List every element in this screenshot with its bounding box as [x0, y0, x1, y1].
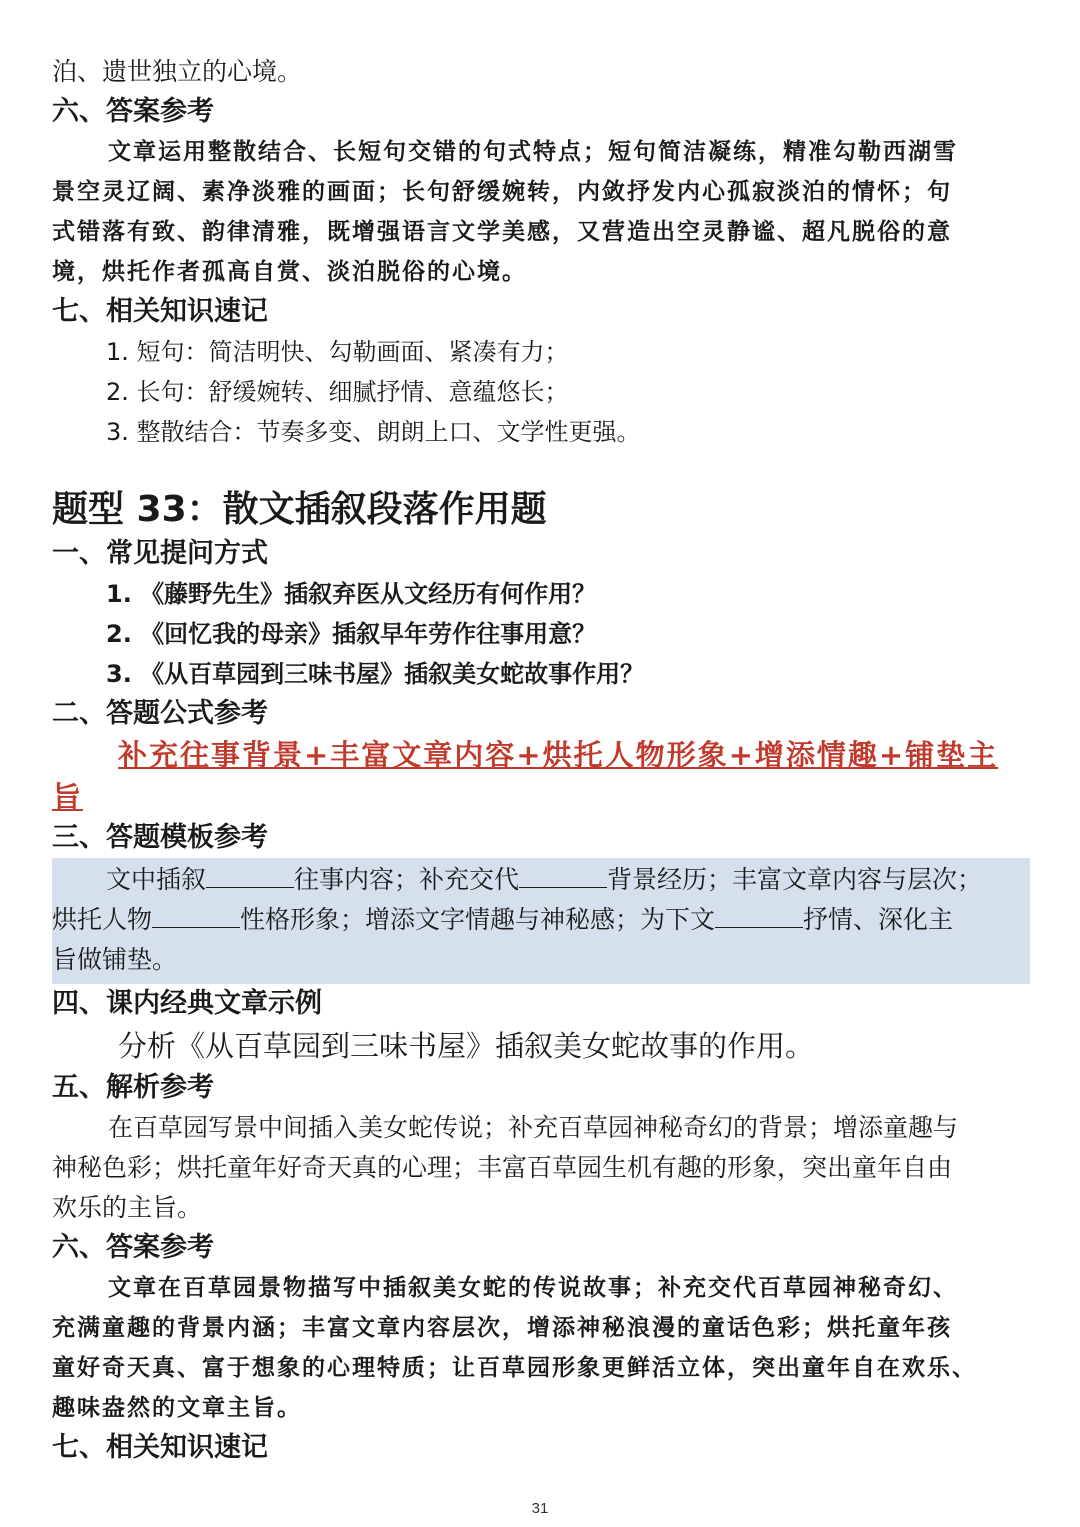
answer-formula-line: [52, 776, 1030, 818]
answer-line: 式错落有致、韵律清雅，既增强语言文学美感，又营造出空灵静谧、超凡脱俗的意: [52, 218, 952, 245]
section-heading-knowledge: 七、相关知识速记: [52, 1432, 268, 1463]
analysis-line: 神秘色彩；烘托童年好奇天真的心理；丰富百草园生机有趣的形象，突出童年自由: [52, 1153, 953, 1182]
question-type-title: 题型 33：散文插叙段落作用题: [52, 489, 547, 530]
fill-blank: [152, 905, 240, 928]
page-number: 31: [531, 1500, 549, 1517]
answer-line: 境，烘托作者孤高自赏、淡泊脱俗的心境。: [52, 258, 527, 285]
answer-line: 文章在百草园景物描写中插叙美女蛇的传说故事；补充交代百草园神秘奇幻、: [108, 1274, 958, 1301]
answer-line: 文章运用整散结合、长短句交错的句式特点；短句简洁凝练，精准勾勒西湖雪: [108, 138, 958, 165]
answer-formula-line: [52, 734, 1030, 776]
answer-template-box: [52, 858, 1030, 984]
section-heading-template: 三、答题模板参考: [52, 822, 268, 853]
answer-line: 童好奇天真、富于想象的心理特质；让百草园形象更鲜活立体，突出童年自在欢乐、: [52, 1354, 977, 1381]
answer-line: 充满童趣的背景内涵；丰富文章内容层次，增添神秘浪漫的童话色彩；烘托童年孩: [52, 1314, 952, 1341]
answer-formula-text: 旨: [52, 780, 84, 814]
section-heading-questions: 一、常见提问方式: [52, 538, 268, 569]
template-line: [52, 900, 1030, 940]
question-item: 1. 《藤野先生》插叙弃医从文经历有何作用？: [106, 580, 597, 608]
template-text: 文中插叙: [106, 865, 207, 894]
template-text: 烘托人物: [52, 905, 153, 934]
template-text: 性格形象；增添文字情趣与神秘感；为下文: [240, 905, 716, 934]
answer-line: 景空灵辽阔、素净淡雅的画面；长句舒缓婉转，内敛抒发内心孤寂淡泊的情怀；句: [52, 178, 952, 205]
document-page: [52, 52, 1030, 1468]
knowledge-item: 2. 长句：舒缓婉转、细腻抒情、意蕴悠长；: [106, 378, 569, 406]
example-text: 分析《从百草园到三味书屋》插叙美女蛇故事的作用。: [118, 1029, 815, 1063]
section-heading-example: 四、课内经典文章示例: [52, 988, 322, 1019]
section-heading-answer: 六、答案参考: [52, 1232, 214, 1263]
section-heading-formula: 二、答题公式参考: [52, 698, 268, 729]
template-line: 旨做铺垫。: [52, 945, 178, 974]
template-text: 往事内容；补充交代: [294, 865, 520, 894]
knowledge-item: 3. 整散结合：节奏多变、朗朗上口、文学性更强。: [106, 418, 641, 446]
answer-formula-text: 补充往事背景+丰富文章内容+烘托人物形象+增添情趣+铺垫主: [118, 738, 999, 772]
section-heading-analysis: 五、解析参考: [52, 1072, 214, 1103]
question-item: 2. 《回忆我的母亲》插叙早年劳作往事用意？: [106, 620, 597, 648]
question-item: 3. 《从百草园到三味书屋》插叙美女蛇故事作用？: [106, 660, 645, 688]
fill-blank: [519, 865, 607, 888]
analysis-line: 欢乐的主旨。: [52, 1193, 203, 1222]
section-heading-answer: 六、答案参考: [52, 96, 214, 127]
continued-paragraph: 泊、遗世独立的心境。: [52, 57, 303, 86]
template-text: 抒情、深化主: [803, 905, 954, 934]
template-line: [52, 860, 1030, 900]
answer-line: 趣味盎然的文章主旨。: [52, 1394, 302, 1421]
template-text: 背景经历；丰富文章内容与层次；: [607, 865, 983, 894]
analysis-line: 在百草园写景中间插入美女蛇传说；补充百草园神秘奇幻的背景；增添童趣与: [108, 1113, 959, 1142]
section-heading-knowledge: 七、相关知识速记: [52, 296, 268, 327]
fill-blank: [206, 865, 294, 888]
knowledge-item: 1. 短句：简洁明快、勾勒画面、紧凑有力；: [106, 338, 569, 366]
fill-blank: [715, 905, 803, 928]
